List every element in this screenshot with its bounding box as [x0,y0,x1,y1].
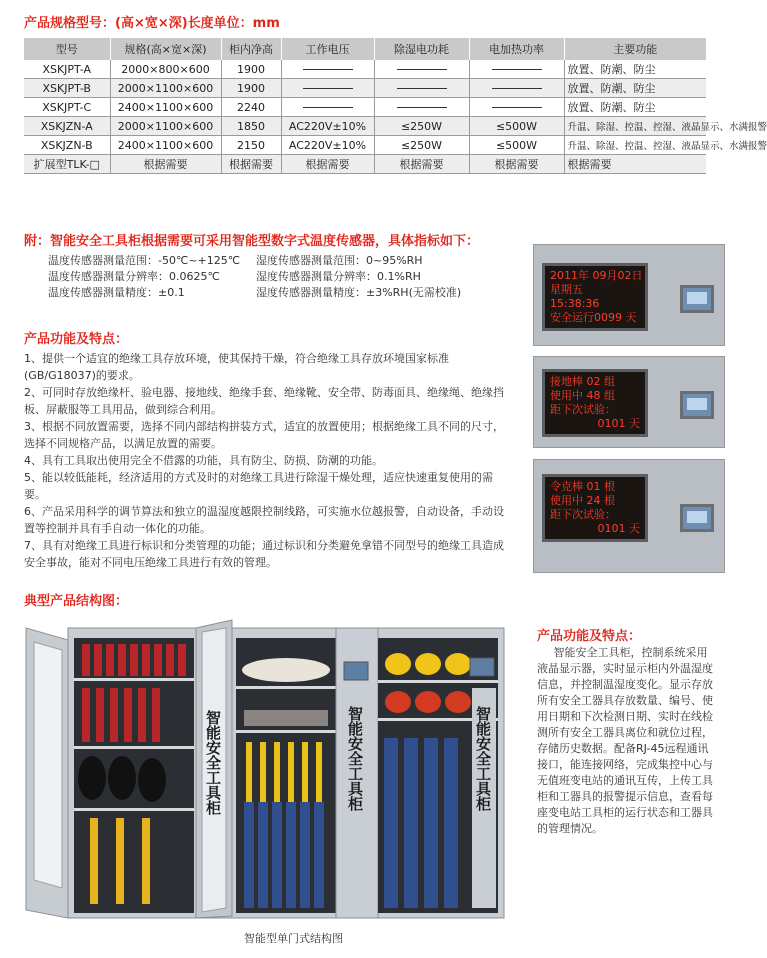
led-line: 距下次试验： [550,508,616,521]
model-cell: XSKJPT-A [24,60,110,79]
dash-line [303,88,353,89]
voltage-cell [281,98,374,117]
model-cell: XSKJZN-A [24,117,110,136]
voltage-cell: AC220V±10% [281,117,374,136]
table-row [24,155,706,174]
feature-item: 4、具有工具取出使用完全不借露的功能，具有防尘、防损、防潮的功能。 [24,454,383,467]
sensor-humid-accuracy: 湿度传感器测量精度：±3%RH(无需校准) [256,286,462,299]
col-header: 除湿电功耗 [374,38,469,60]
table-row [24,117,706,136]
dash-line [492,88,542,89]
features-title: 产品功能及特点： [24,332,129,347]
feature-item: 6、产品采用科学的调节算法和独立的温湿度越限控制线路，可实施水位越报警，自动设备，手动设置等控制并具有手自动一体化的功能。 [24,505,504,535]
feature-item: 1、提供一个适宜的绝缘工具存放环境，使其保持干燥，符合绝缘工具存放环境国家标准(GB/G18037)的要求。 [24,352,449,382]
table-row [24,136,706,155]
lcd-screen [680,285,714,313]
heater-cell: ≤500W [469,136,564,155]
heater-cell: 根据需要 [469,155,564,174]
side-features-title: 产品功能及特点： [537,629,642,644]
cabinet-label-middle: 智能安全工具柜 [346,706,364,811]
sensor-humid-resolution: 湿度传感器测量分辨率：0.1%RH [256,270,421,283]
voltage-cell [281,79,374,98]
cabinet-label-left: 智能安全工具柜 [204,710,222,815]
lcd-screen [680,504,714,532]
side-features-text: 智能安全工具柜，控制系统采用液晶显示器，实时显示柜内外温湿度信息，并控制温湿度变化。显示存放所有安全工器具存放数量、编号、使用日期和下次检测日期、实时在线检测所有安全工器具离位和就位过程，存储历史数据。配备RJ-45远程通讯接口，能连接网络，完成集控中心与无值班变电站的通讯互传，上传工具柜和工器具的报警提示信息，查看每座变电站工具柜的运行状态和工器具的管理情况。 [537,646,713,835]
lcd-screen [680,391,714,419]
table-row [24,98,706,117]
led-line: 接地棒 02 组 [550,375,615,388]
dash-line [492,107,542,108]
features-list [24,350,510,571]
feature-item: 7、具有对绝缘工具进行标识和分类管理的功能；通过标识和分类避免拿错不同型号的绝缘工具造成安全事故，能对不同电压绝缘工具进行有效的管理。 [24,539,504,569]
spec-cell: 2000×1100×600 [110,117,221,136]
heater-cell [469,79,564,98]
display-photo-2 [533,356,725,448]
led-line: 安全运行0099 天 [550,311,637,324]
led-line: 15:38:36 [550,297,600,310]
led-panel [542,474,648,542]
dash-line [397,88,447,89]
spec-cell: 2000×800×600 [110,60,221,79]
dash-line [303,107,353,108]
spec-title: 产品规格型号：(高×宽×深)长度单位：mm [24,16,280,31]
led-line: 0101 天 [597,417,640,430]
col-header: 柜内净高 [221,38,281,60]
cabinet-label-right: 智能安全工具柜 [474,706,492,811]
spec-cell: 2400×1100×600 [110,98,221,117]
led-line: 令克棒 01 根 [550,480,615,493]
dash-line [303,69,353,70]
led-line: 使用中 48 组 [550,389,615,402]
spec-cell: 2400×1100×600 [110,136,221,155]
led-line: 使用中 24 根 [550,494,615,507]
col-header: 型号 [24,38,110,60]
display-photo-3 [533,459,725,573]
sensor-temp-range: 温度传感器测量范围：-50℃~+125℃ [48,254,241,267]
feature-item: 2、可同时存放绝缘杆、验电器、接地线、绝缘手套、绝缘靴、安全带、防毒面具、绝缘绳、绝缘挡板、屏蔽服等工具用品，做到综合利用。 [24,386,504,416]
spec-table [24,38,767,174]
col-header: 电加热功率 [469,38,564,60]
model-cell: XSKJPT-B [24,79,110,98]
led-panel [542,263,648,331]
function-cell: 放置、防潮、防尘 [564,60,706,79]
height-cell: 1900 [221,60,281,79]
dash-line [397,107,447,108]
col-header: 主要功能 [564,38,706,60]
feature-item: 5、能以较低能耗，经济适用的方式及时的对绝缘工具进行除湿干燥处理，适应快速重复使用的需要。 [24,471,493,501]
model-cell: XSKJZN-B [24,136,110,155]
spec-cell: 根据需要 [110,155,221,174]
function-cell: 放置、防潮、防尘 [564,98,706,117]
height-cell: 根据需要 [221,155,281,174]
led-line: 2011年 09月02日 [550,269,643,282]
dash-line [492,69,542,70]
sensor-humid-range: 湿度传感器测量范围：0~95%RH [256,254,423,267]
dehumid-cell: ≤250W [374,117,469,136]
table-header-row [24,38,706,60]
feature-item: 3、根据不同放置需要，选择不同内部结构拼装方式，适宜的放置使用；根据绝缘工具不同的尺寸，选择不同规格产品，以满足放置的需要。 [24,420,504,450]
dehumid-cell: ≤250W [374,136,469,155]
height-cell: 1900 [221,79,281,98]
dash-line [397,69,447,70]
model-cell: XSKJPT-C [24,98,110,117]
sensor-title: 附：智能安全工具柜根据需要可采用智能型数字式温度传感器，具体指标如下： [24,234,480,249]
dehumid-cell [374,60,469,79]
table-row [24,79,706,98]
sensor-temp-accuracy: 温度传感器测量精度：±0.1 [48,286,185,299]
table-row [24,60,706,79]
cabinet-svg [24,618,504,920]
col-header: 规格(高×宽×深) [110,38,221,60]
model-cell: 扩展型TLK-□ [24,155,110,174]
structure-title: 典型产品结构图： [24,594,129,609]
heater-cell [469,60,564,79]
function-cell: 升温、除湿、控温、控湿、液晶显示、水满报警 [564,136,706,155]
heater-cell: ≤500W [469,117,564,136]
spec-cell: 2000×1100×600 [110,79,221,98]
voltage-cell [281,60,374,79]
height-cell: 2150 [221,136,281,155]
led-panel [542,369,648,437]
led-line: 距下次试验： [550,403,616,416]
display-photo-1 [533,244,725,346]
cabinet-illustration [24,618,504,920]
height-cell: 1850 [221,117,281,136]
led-line: 0101 天 [597,522,640,535]
led-line: 星期五 [550,283,583,296]
function-cell: 根据需要 [564,155,706,174]
function-cell: 放置、防潮、防尘 [564,79,706,98]
function-cell: 升温、除湿、控温、控湿、液晶显示、水满报警 [564,117,706,136]
cabinet-caption: 智能型单门式结构图 [244,932,343,945]
dehumid-cell: 根据需要 [374,155,469,174]
sensor-temp-resolution: 温度传感器测量分辨率：0.0625℃ [48,270,220,283]
voltage-cell: 根据需要 [281,155,374,174]
dehumid-cell [374,98,469,117]
heater-cell [469,98,564,117]
height-cell: 2240 [221,98,281,117]
col-header: 工作电压 [281,38,374,60]
voltage-cell: AC220V±10% [281,136,374,155]
dehumid-cell [374,79,469,98]
